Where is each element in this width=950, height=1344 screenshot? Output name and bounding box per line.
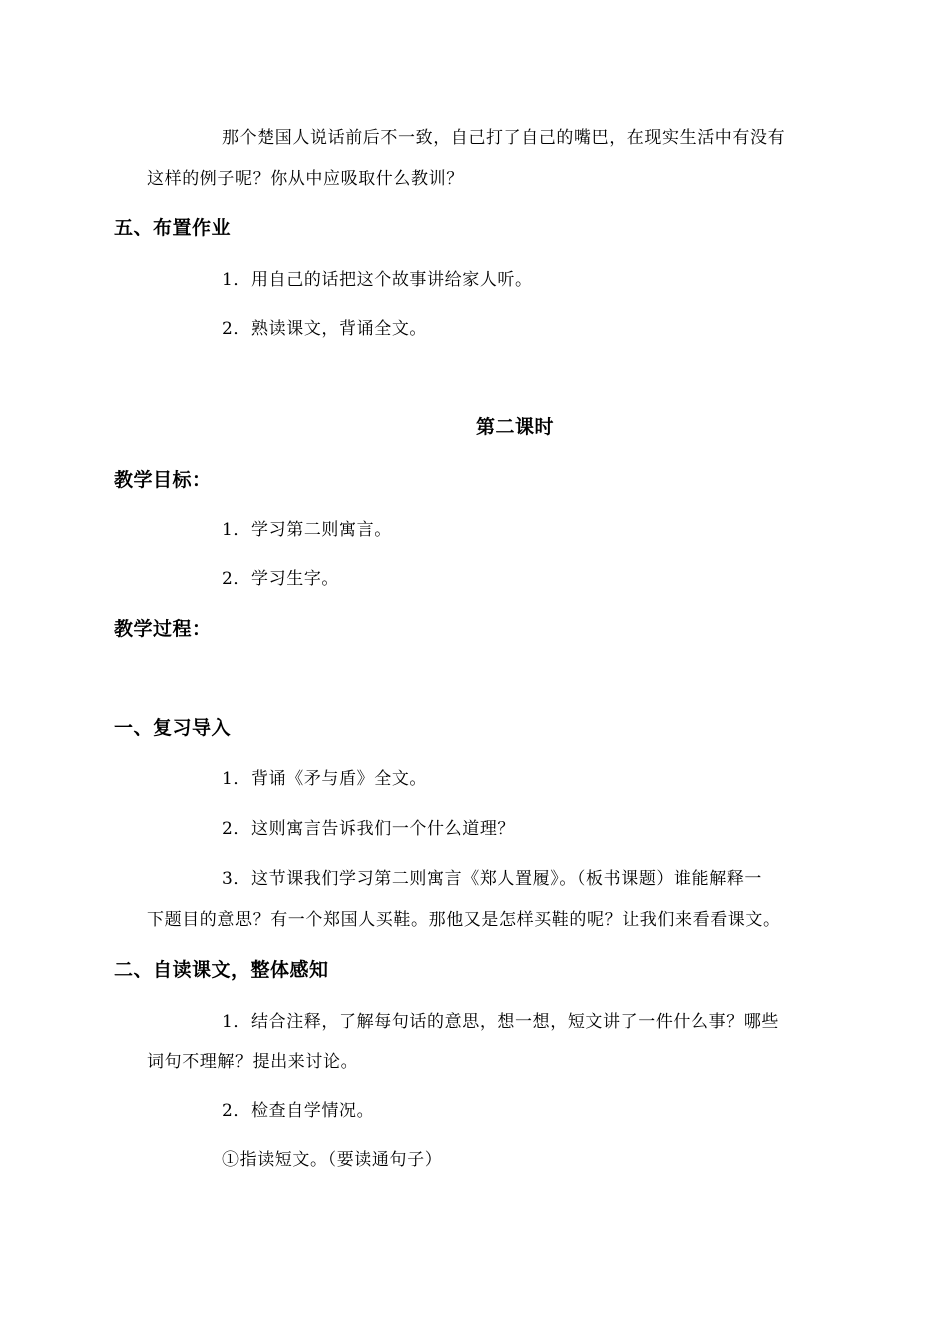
self-reading-item-2: 2．检查自学情况。 [222, 1101, 375, 1121]
lesson-title: 第二课时 [475, 416, 554, 438]
self-reading-item-1-line-2: 词句不理解？提出来讨论。 [147, 1052, 359, 1072]
homework-item-1: 1．用自己的话把这个故事讲给家人听。 [222, 270, 533, 290]
review-item-1: 1．背诵《矛与盾》全文。 [222, 769, 428, 789]
goal-item-2: 2．学习生字。 [222, 569, 340, 589]
teaching-process-heading: 教学过程： [114, 618, 212, 640]
self-reading-subitem-1: ①指读短文。（要读通句子） [222, 1150, 443, 1170]
review-item-3-line-1: 3．这节课我们学习第二则寓言《郑人置履》。（板书课题）谁能解释一 [222, 869, 763, 889]
section-heading-homework: 五、布置作业 [114, 217, 232, 239]
self-reading-item-1-line-1: 1．结合注释，了解每句话的意思，想一想，短文讲了一件什么事？哪些 [222, 1012, 780, 1032]
review-item-3-line-2: 下题目的意思？有一个郑国人买鞋。那他又是怎样买鞋的呢？让我们来看看课文。 [147, 910, 781, 930]
section-heading-self-reading: 二、自读课文，整体感知 [114, 959, 329, 981]
goal-item-1: 1．学习第二则寓言。 [222, 520, 392, 540]
intro-paragraph-line-2: 这样的例子呢？你从中应吸取什么教训？ [147, 169, 464, 189]
review-item-2: 2．这则寓言告诉我们一个什么道理？ [222, 819, 516, 839]
homework-item-2: 2．熟读课文，背诵全文。 [222, 319, 428, 339]
intro-paragraph-line-1: 那个楚国人说话前后不一致，自己打了自己的嘴巴，在现实生活中有没有 [222, 128, 786, 148]
section-heading-review: 一、复习导入 [114, 717, 232, 739]
teaching-goals-heading: 教学目标： [114, 469, 212, 491]
